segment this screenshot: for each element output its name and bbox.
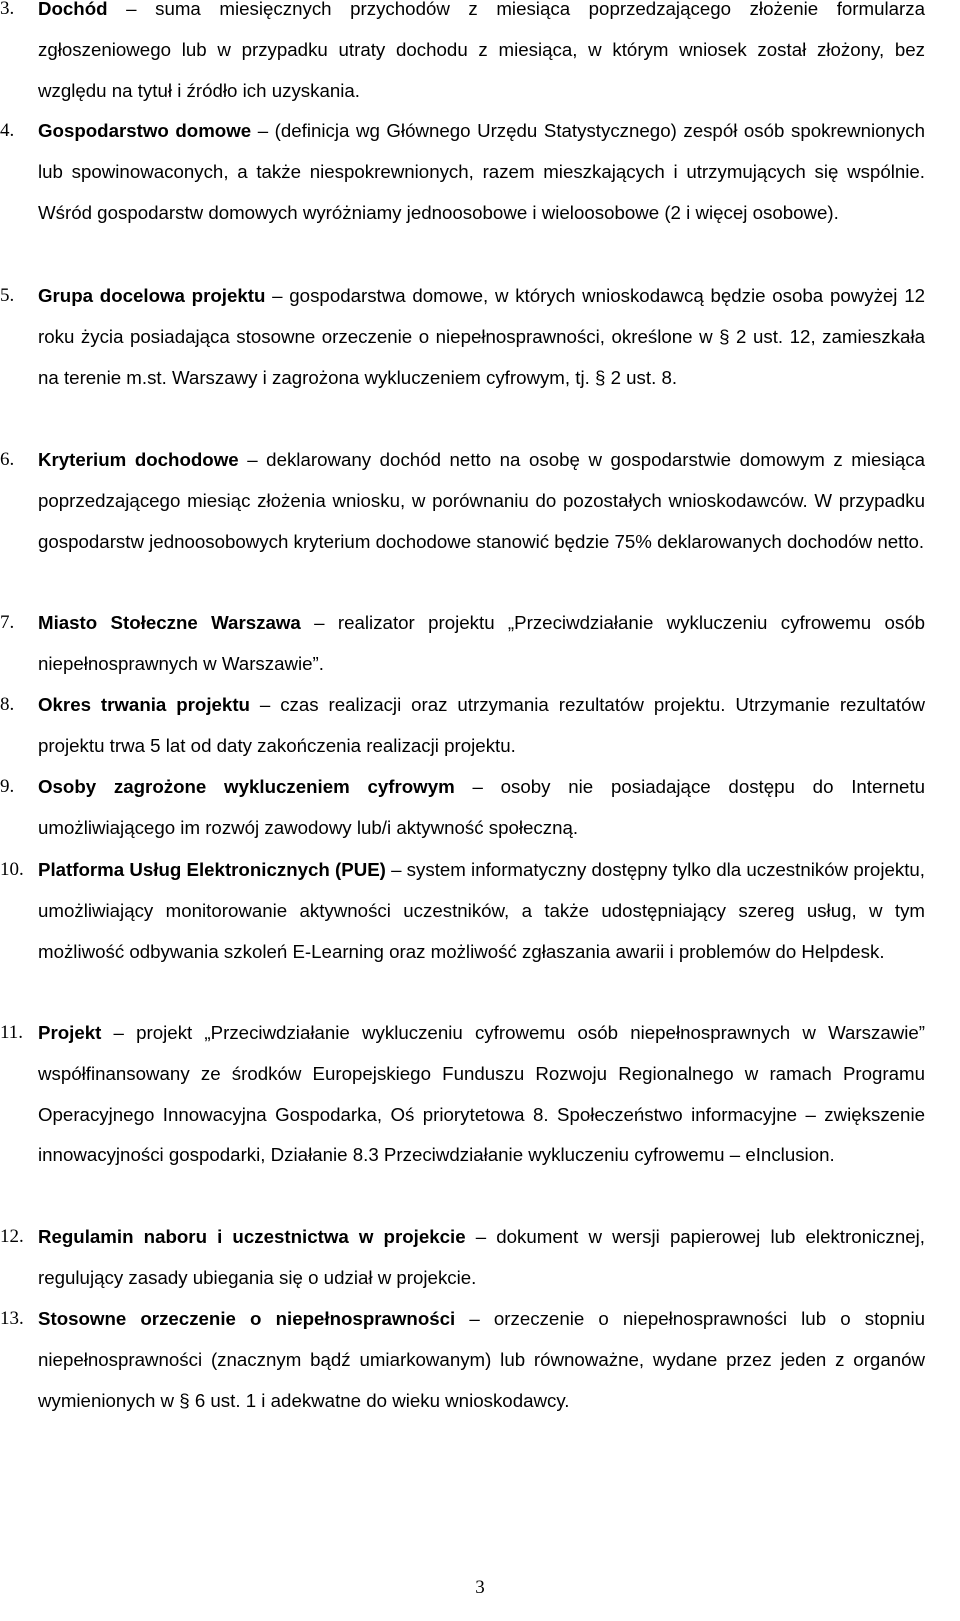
- item-number: 4.: [0, 120, 15, 141]
- definition-item: [0, 767, 960, 849]
- item-number: 9.: [0, 776, 15, 797]
- item-number: 13.: [0, 1308, 24, 1329]
- definition-item: [0, 850, 960, 972]
- definition-text: – projekt „Przeciwdziałanie wykluczeniu cyfrowemu osób niepełnosprawnych w Warszawie” współfinansowany ze środków Europejskiego Funduszu Rozwoju Regionalnego w ramach Programu Operacyjnego Innowacyjna Gospodarka, Oś priorytetowa 8. Społeczeństwo informacyjne – zwiększenie innowacyjności gospodarki, Działanie 8.3 Przeciwdziałanie wykluczeniu cyfrowemu – eInclusion.: [38, 1022, 925, 1166]
- definition-term: Gospodarstwo domowe: [38, 120, 252, 141]
- item-number: 10.: [0, 859, 24, 880]
- definition-item: [0, 1299, 960, 1421]
- definition-item: [0, 0, 960, 111]
- definition-term: Osoby zagrożone wykluczeniem cyfrowym: [38, 776, 455, 797]
- definition-term: Dochód: [38, 0, 108, 19]
- item-number: 6.: [0, 449, 15, 470]
- definition-text: – osoby nie posiadające dostępu do Internetu umożliwiającego im rozwój zawodowy lub/i aktywność społeczną.: [38, 776, 925, 838]
- definition-item: [0, 111, 960, 233]
- definition-term: Kryterium dochodowe: [38, 449, 239, 470]
- definition-text: – suma miesięcznych przychodów z miesiąca poprzedzającego złożenie formularza zgłoszeniowego lub w przypadku utraty dochodu z miesiąca, w którym wniosek został złożony, bez względu na tytuł i źródło ich uzyskania.: [38, 0, 925, 101]
- definition-term: Miasto Stołeczne Warszawa: [38, 612, 301, 633]
- definition-text: – system informatyczny dostępny tylko dla uczestników projektu, umożliwiający monitorowanie aktywności uczestników, a także udostępniający szereg usług, w tym możliwość odbywania szkoleń E-Learning oraz możliwość zgłaszania awarii i problemów do Helpdesk.: [38, 859, 925, 962]
- definition-term: Platforma Usług Elektronicznych (PUE): [38, 859, 386, 880]
- definition-term: Projekt: [38, 1022, 102, 1043]
- item-number: 8.: [0, 694, 15, 715]
- page-number: 3: [475, 1577, 485, 1598]
- definition-text: – dokument w wersji papierowej lub elektronicznej, regulujący zasady ubiegania się o udział w projekcie.: [38, 1226, 925, 1288]
- definition-term: Okres trwania projektu: [38, 694, 250, 715]
- definition-text: – gospodarstwa domowe, w których wnioskodawcą będzie osoba powyżej 12 roku życia posiadająca stosowne orzeczenie o niepełnosprawności, określone w § 2 ust. 12, zamieszkała na terenie m.st. Warszawy i zagrożona wykluczeniem cyfrowym, tj. § 2 ust. 8.: [38, 285, 925, 388]
- item-number: 12.: [0, 1226, 24, 1247]
- item-number: 11.: [0, 1022, 24, 1043]
- item-number: 7.: [0, 612, 15, 633]
- item-number: 3.: [0, 0, 15, 19]
- definition-item: [0, 1217, 960, 1299]
- definition-text: – orzeczenie o niepełnosprawności lub o stopniu niepełnosprawności (znacznym bądź umiarkowanym) lub równoważne, wydane przez jeden z organów wymienionych w § 6 ust. 1 i adekwatne do wieku wnioskodawcy.: [38, 1308, 925, 1411]
- item-number: 5.: [0, 285, 15, 306]
- definition-item: [0, 1013, 960, 1176]
- definition-text: – realizator projektu „Przeciwdziałanie wykluczeniu cyfrowemu osób niepełnosprawnych w Warszawie”.: [38, 612, 925, 674]
- definition-term: Stosowne orzeczenie o niepełnosprawności: [38, 1308, 456, 1329]
- definition-term: Regulamin naboru i uczestnictwa w projekcie: [38, 1226, 466, 1247]
- definition-text: – czas realizacji oraz utrzymania rezultatów projektu. Utrzymanie rezultatów projektu trwa 5 lat od daty zakończenia realizacji projektu.: [38, 694, 925, 756]
- definition-term: Grupa docelowa projektu: [38, 285, 266, 306]
- definition-item: [0, 685, 960, 767]
- definition-item: [0, 276, 960, 398]
- definition-item: [0, 603, 960, 685]
- definition-text: – (definicja wg Głównego Urzędu Statystycznego) zespół osób spokrewnionych lub spowinowaconych, a także niespokrewnionych, razem mieszkających i utrzymujących się wspólnie. Wśród gospodarstw domowych wyróżniamy jednoosobowe i wieloosobowe (2 i więcej osobowe).: [38, 120, 925, 223]
- definition-text: – deklarowany dochód netto na osobę w gospodarstwie domowym z miesiąca poprzedzającego miesiąc złożenia wniosku, w porównaniu do pozostałych wnioskodawców. W przypadku gospodarstw jednoosobowych kryterium dochodowe stanowić będzie 75% deklarowanych dochodów netto.: [38, 449, 925, 552]
- definition-item: [0, 440, 960, 562]
